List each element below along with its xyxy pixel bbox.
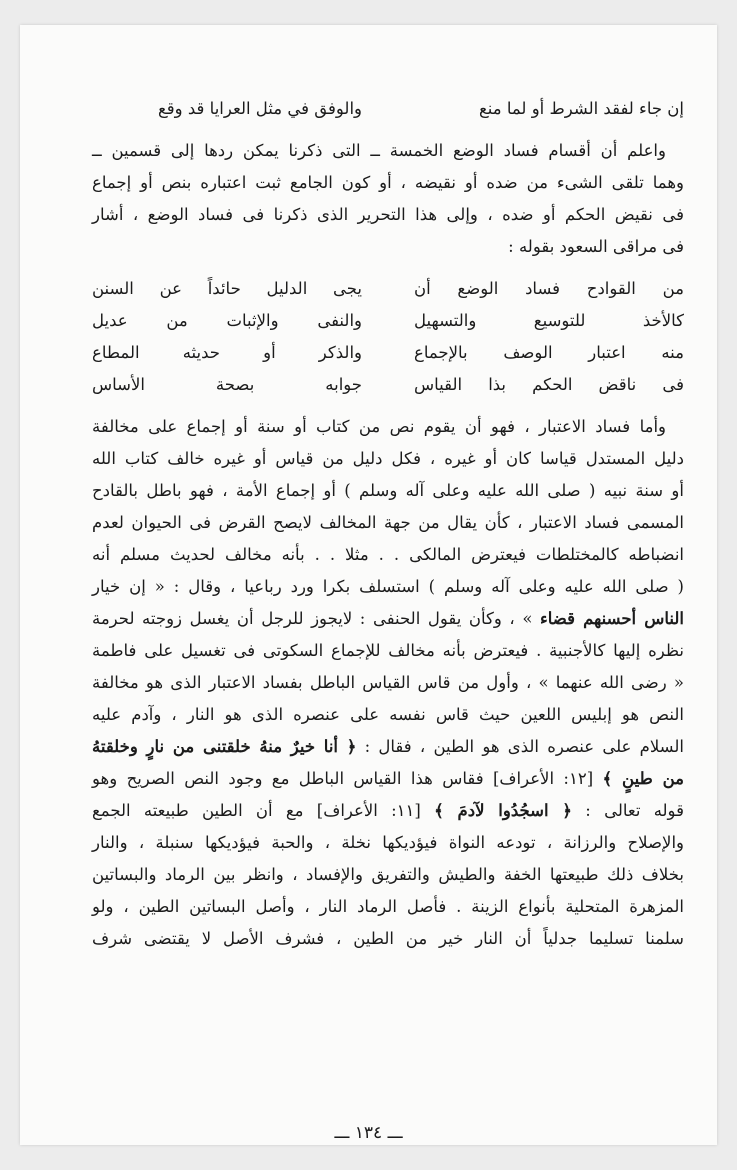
text-line: ( صلى الله عليه وعلى آله وسلم ) استسلف بكرا ورد رباعيا ، وقال : « إن خيار xyxy=(92,577,684,596)
poem-line xyxy=(92,369,684,401)
text-line: أو سنة نبيه ( صلى الله عليه وعلى آله وسلم ) أو إجماع الأمة ، فهو باطل بالقادح xyxy=(92,481,684,500)
poem-hemistich-left: يجى الدليل حائداً عن السنن xyxy=(92,279,362,298)
text-fragment: [١١: الأعراف] مع أن الطين طبيعته الجمع xyxy=(92,801,435,820)
text-line xyxy=(92,763,684,795)
hadith-text: الناس أحسنهم قضاء xyxy=(540,609,684,628)
text-line: دليل المستدل قياسا كان أو غيره ، فكل دليل من قياس أو غيره خالف كتاب الله xyxy=(92,449,684,468)
page-number: ـــ ١٣٤ ـــ xyxy=(334,1123,403,1143)
text-line: واعلم أن أقسام فساد الوضع الخمسة ــ التى ذكرنا يمكن ردها إلى قسمين ــ xyxy=(92,141,666,160)
text-line: وهما تلقى الشىء من ضده أو نقيضه ، أو كون الجامع ثبت اعتباره بنص أو إجماع xyxy=(92,173,684,192)
text-line: فى نقيض الحكم أو ضده ، وإلى هذا التحرير الذى ذكرنا فى فساد الوضع ، أشار xyxy=(92,205,684,224)
text-line: فى مراقى السعود بقوله : xyxy=(508,237,684,256)
quran-verse: من طينٍ ﴾ xyxy=(602,769,684,788)
text-line: « رضى الله عنهما » ، وأول من قاس القياس الباطل بفساد الاعتبار الذى هو مخالفة xyxy=(92,673,684,692)
quran-verse: ﴿ اسجُدُوا لآدمَ ﴾ xyxy=(434,801,572,820)
poem-hemistich-right: كالأخذ للتوسيع والتسهيل xyxy=(414,311,684,330)
poem-hemistich-right: منه اعتبار الوصف بالإجماع xyxy=(414,343,684,362)
poem-line xyxy=(92,337,684,369)
text-line: انضباطه كالمختلطات فيعترض المالكى . . مثلا . . بأنه مخالف لحديث مسلم أنه xyxy=(92,545,684,564)
text-line: سلمنا تسليما جدلياً أن النار خير من الطين ، فشرف الأصل لا يقتضى شرف xyxy=(92,929,684,948)
poem-hemistich-left: جوابه بصحة الأساس xyxy=(92,375,362,394)
text-line xyxy=(92,795,684,827)
poem-line xyxy=(92,273,684,305)
text-line: النص هو إبليس اللعين حيث قاس نفسه على عنصره الذى هو النار ، وآدم عليه xyxy=(92,705,684,724)
poem-hemistich-right: فى ناقض الحكم بذا القياس xyxy=(414,375,684,394)
text-line: المسمى فساد الاعتبار ، كأن يقال من جهة المخالف لايصح القرض فى الحيوان لعدم xyxy=(92,513,684,532)
text-fragment: قوله تعالى : xyxy=(571,801,684,820)
verse-hemistich-left: والوفق في مثل العرايا قد وقع xyxy=(158,99,362,118)
page-body xyxy=(92,93,684,955)
poem-line xyxy=(92,305,684,337)
poem-hemistich-right: من القوادح فساد الوضع أن xyxy=(414,279,684,298)
text-line: وأما فساد الاعتبار ، فهو أن يقوم نص من كتاب أو سنة أو إجماع على مخالفة xyxy=(92,417,666,436)
verse-hemistich-right: إن جاء لفقد الشرط أو لما منع xyxy=(479,99,684,118)
quran-verse: ﴿ أنا خيرٌ منهُ خلقتنى من نارٍ وخلقتهُ xyxy=(92,737,357,756)
text-line xyxy=(92,731,684,763)
text-line: بخلاف ذلك طبيعتها الخفة والطيش والتفريق والإفساد ، وانظر بين الرماد والبساتين xyxy=(92,865,684,884)
book-page xyxy=(20,25,717,1145)
text-line xyxy=(92,603,684,635)
text-line: والإصلاح والرزانة ، تودعه النواة فيؤديكها نخلة ، والحبة فيؤديكها سنبلة ، والنار xyxy=(92,833,684,852)
text-line: المزهرة المتحلية بأنواع الزينة . فأصل الرماد النار ، وأصل البساتين الطين ، ولو xyxy=(92,897,684,916)
text-line: نظره إليها كالأجنبية . فيعترض بأنه مخالف للإجماع السكوتى فى تغسيل على فاطمة xyxy=(92,641,684,660)
text-fragment: [١٢: الأعراف] فقاس هذا القياس الباطل مع وجود النص الصريح وهو xyxy=(92,769,603,788)
poem-hemistich-left: والذكر أو حديثه المطاع xyxy=(92,343,362,362)
text-fragment: السلام على عنصره الذى هو الطين ، فقال : xyxy=(356,737,684,756)
verse-line xyxy=(92,93,684,125)
text-fragment: » ، وكأن يقول الحنفى : لايجوز للرجل أن يغسل زوجته لحرمة xyxy=(92,609,541,628)
poem-hemistich-left: والنفى والإثبات من عديل xyxy=(92,311,362,330)
